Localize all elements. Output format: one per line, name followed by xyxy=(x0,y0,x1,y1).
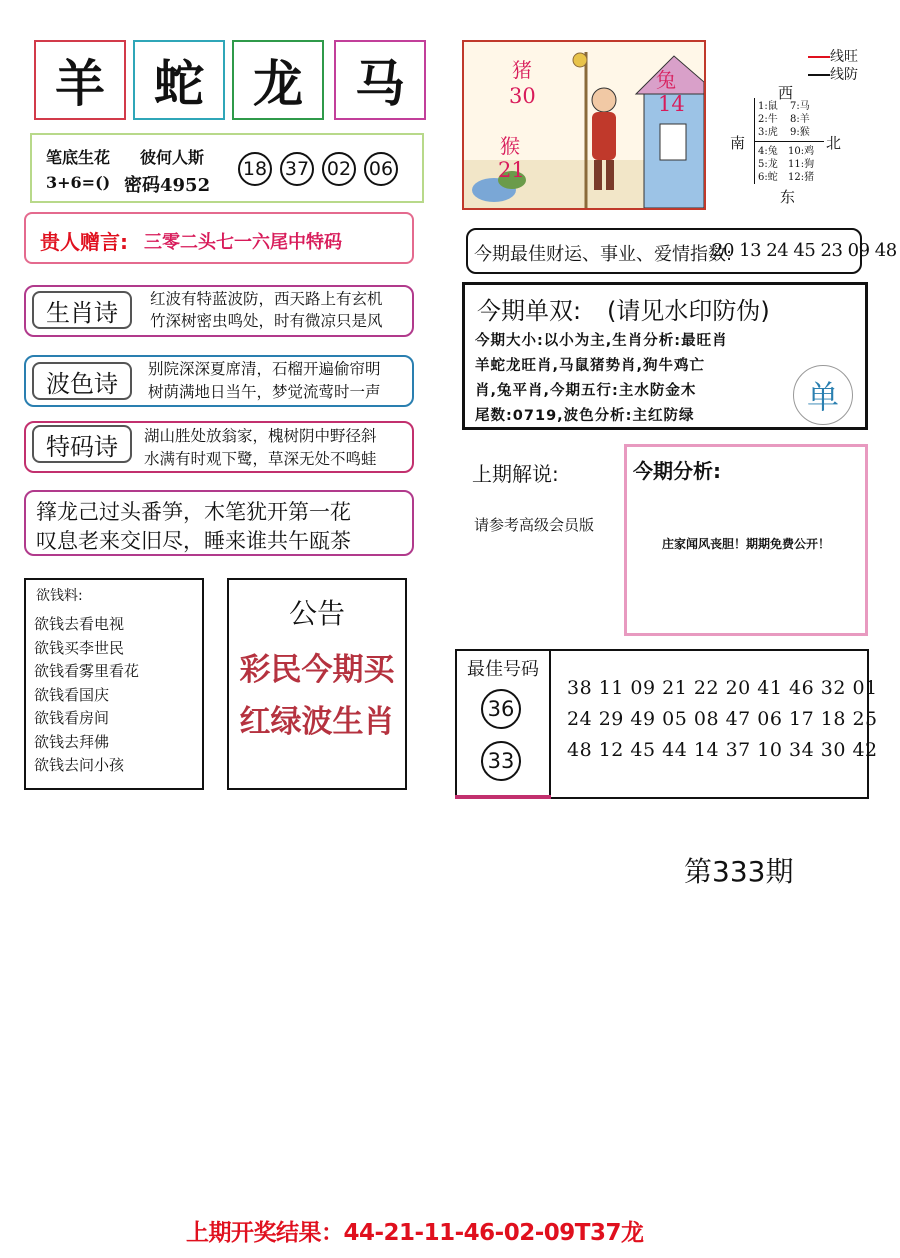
best-box xyxy=(455,649,878,799)
single-double-line3: 肖,兔平肖,今期五行:主水防金木 xyxy=(475,383,697,399)
best-row: 38 11 09 21 22 20 41 46 32 01 xyxy=(567,677,878,699)
gift-text: 三零二头七一六尾中特码 xyxy=(144,232,342,253)
zodiac-box-3: 龙 xyxy=(232,40,324,120)
poem-title-color: 波色诗 xyxy=(32,362,132,400)
riddle-number-4: 06 xyxy=(364,152,398,186)
legend-fang-line xyxy=(808,74,830,76)
compass-west: 西 xyxy=(778,84,794,102)
poem-special-line1: 湖山胜处放翁家，槐树阴中野径斜 xyxy=(144,427,377,445)
compass-east: 东 xyxy=(780,188,796,206)
notice-title: 公告 xyxy=(288,597,345,630)
analysis-title: 今期分析: xyxy=(633,459,721,483)
money-item: 欲钱去拜佛 xyxy=(34,732,110,751)
single-double-title: 今期单双: xyxy=(477,297,582,325)
gift-banner xyxy=(24,212,414,264)
compass-cell: 12:猪 xyxy=(788,172,815,183)
single-double-line1: 今期大小:以小为主,生肖分析:最旺肖 xyxy=(475,333,728,349)
riddle-number-3: 02 xyxy=(322,152,356,186)
money-title: 欲钱料: xyxy=(36,588,83,604)
fortune-label: 今期最佳财运、事业、爱情指数: xyxy=(474,244,733,265)
compass-cell: 10:鸡 xyxy=(788,146,815,157)
money-item: 欲钱去看电视 xyxy=(34,615,125,633)
cartoon-label-pig: 猪 xyxy=(512,58,532,82)
best-pick-2: 33 xyxy=(481,741,521,781)
compass-cell: 8:羊 xyxy=(790,114,810,125)
cartoon-num-rabbit: 14 xyxy=(658,92,685,116)
best-accent xyxy=(455,795,551,799)
legend-fang-text: 线防 xyxy=(830,67,858,83)
analysis-box xyxy=(624,444,868,636)
single-double-note: (请见水印防伪) xyxy=(607,297,770,325)
best-row: 24 29 49 05 08 47 06 17 18 25 xyxy=(567,708,878,730)
single-double-line4: 尾数:0719,波色分析:主红防绿 xyxy=(475,408,695,424)
notice-line1: 彩民今期买 xyxy=(239,652,395,688)
best-pick-1: 36 xyxy=(481,689,521,729)
verse-line1: 箨龙己过头番笋，木笔犹开第一花 xyxy=(36,500,351,524)
zodiac-box-4: 马 xyxy=(334,40,426,120)
money-item: 欲钱看房间 xyxy=(34,709,110,727)
compass-south: 南 xyxy=(730,134,746,152)
legend-wang xyxy=(808,46,858,66)
cartoon-label-rabbit: 兔 xyxy=(656,68,676,92)
compass-cell: 11:狗 xyxy=(788,159,815,170)
cartoon-num-pig: 30 xyxy=(509,84,536,108)
issue-number: 第333期 xyxy=(684,855,794,888)
money-item: 欲钱去问小孩 xyxy=(34,756,125,774)
last-explain-title: 上期解说: xyxy=(472,462,559,486)
best-row: 48 12 45 44 14 37 10 34 30 42 xyxy=(567,739,878,761)
single-double-box xyxy=(462,282,868,430)
riddle-line1a: 笔底生花 xyxy=(46,148,111,167)
money-item: 欲钱买李世民 xyxy=(34,638,125,657)
money-item: 欲钱看雾里看花 xyxy=(34,662,140,680)
poem-zodiac-line2: 竹深树密虫鸣处，时有微凉只是风 xyxy=(150,312,383,330)
last-result: 上期开奖结果：44-21-11-46-02-09T37龙 xyxy=(186,1220,644,1246)
riddle-line1b: 彼何人斯 xyxy=(140,148,205,167)
compass-col2-bot xyxy=(788,145,814,184)
legend-fang xyxy=(808,64,858,84)
poem-zodiac-line1: 红波有特蓝波防，西天路上有玄机 xyxy=(150,290,383,308)
notice-line2: 红绿波生肖 xyxy=(239,704,395,740)
riddle-line2b: 密码4952 xyxy=(124,175,211,196)
compass-cell: 2:牛 xyxy=(758,114,778,125)
legend-wang-text: 线旺 xyxy=(830,49,858,65)
single-double-line2: 羊蛇龙旺肖,马鼠猪势肖,狗牛鸡亡 xyxy=(475,358,706,374)
compass-col1-bot xyxy=(758,145,778,184)
poem-title-zodiac: 生肖诗 xyxy=(32,291,132,329)
best-title: 最佳号码 xyxy=(467,659,539,680)
compass-cell: 1:鼠 xyxy=(758,101,778,112)
riddle-number-1: 18 xyxy=(238,152,272,186)
poem-color-line2: 树荫满地日当午，梦觉流莺时一声 xyxy=(148,383,381,401)
analysis-text: 庄家闻风丧胆！期期免费公开！ xyxy=(661,537,830,551)
gift-label: 贵人赠言: xyxy=(40,230,128,254)
zodiac-box-1: 羊 xyxy=(34,40,126,120)
compass-cell: 3:虎 xyxy=(758,127,778,138)
cartoon-panel xyxy=(462,40,706,210)
cartoon-label-monkey: 猴 xyxy=(500,134,520,158)
money-list xyxy=(34,613,139,778)
single-watermark: 单 xyxy=(793,365,853,425)
compass-north: 北 xyxy=(826,134,842,152)
compass-hline xyxy=(754,141,824,142)
compass-cell: 7:马 xyxy=(790,101,810,112)
fortune-numbers: 20 13 24 45 23 09 48 xyxy=(712,240,897,261)
poem-special-line2: 水满有时观下鹭，草深无处不鸣蛙 xyxy=(144,450,377,468)
compass-cell: 6:蛇 xyxy=(758,172,778,183)
money-item: 欲钱看国庆 xyxy=(34,685,110,704)
compass-col2-top xyxy=(790,100,810,139)
poem-color-line1: 别院深深夏席清，石榴开遍偷帘明 xyxy=(148,360,381,378)
legend-wang-line xyxy=(808,56,830,58)
riddle-number-2: 37 xyxy=(280,152,314,186)
best-left xyxy=(457,651,551,797)
compass-cell: 9:猴 xyxy=(790,127,810,138)
riddle-box xyxy=(30,133,424,203)
compass-cell: 4:兔 xyxy=(758,146,778,157)
zodiac-box-2: 蛇 xyxy=(133,40,225,120)
compass-cell: 5:龙 xyxy=(758,159,778,170)
cartoon-num-monkey: 21 xyxy=(498,158,525,182)
verse-box xyxy=(24,490,414,556)
last-explain-text: 请参考高级会员版 xyxy=(474,516,595,534)
notice-box xyxy=(227,578,407,790)
riddle-line2a: 3+6=() xyxy=(46,173,111,192)
poem-title-special: 特码诗 xyxy=(32,425,132,463)
compass-col1-top xyxy=(758,100,778,139)
verse-line2: 叹息老来交旧尽，睡来谁共午瓯茶 xyxy=(36,529,351,553)
best-numbers xyxy=(567,673,878,766)
money-box xyxy=(24,578,204,790)
fortune-box xyxy=(466,228,897,274)
